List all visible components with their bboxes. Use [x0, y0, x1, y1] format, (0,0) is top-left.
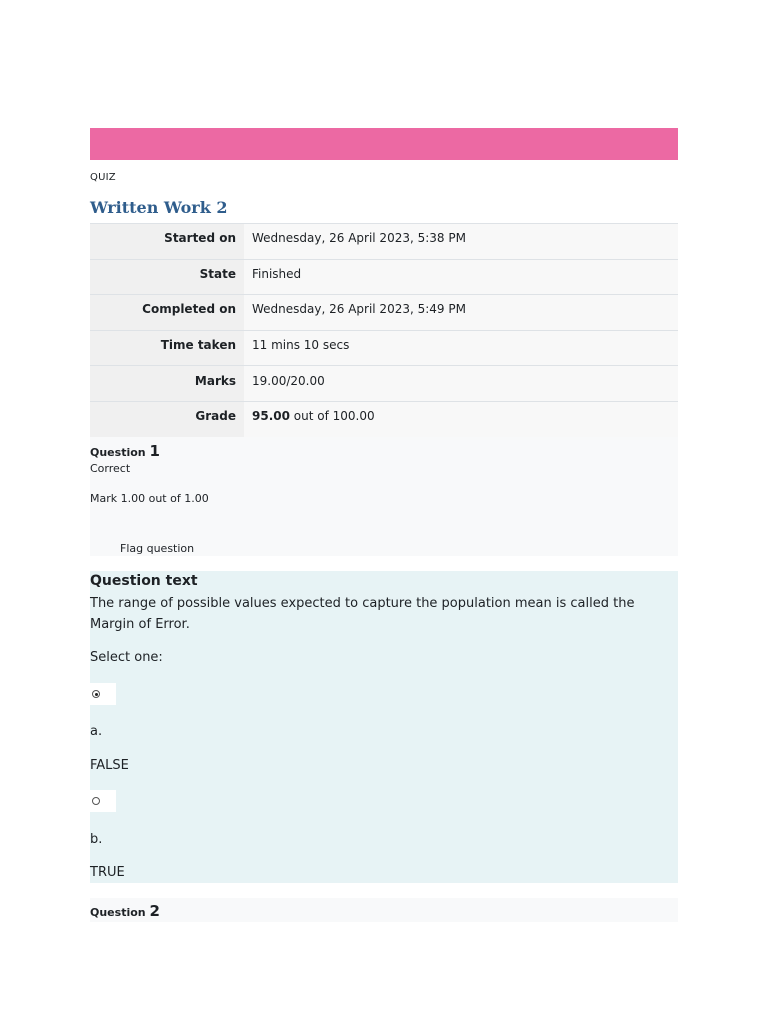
table-row [90, 330, 678, 366]
question-2-title [90, 902, 160, 920]
question-label: Question [90, 906, 150, 919]
summary-label: Time taken [90, 330, 244, 366]
question-2-info [90, 898, 678, 922]
option-b-text[interactable]: TRUE [90, 865, 125, 880]
question-1-title [90, 442, 160, 460]
radio-selected-icon [92, 690, 100, 698]
table-row [90, 295, 678, 331]
flag-question-link[interactable]: Flag question [120, 542, 195, 555]
question-1-content [90, 571, 678, 883]
question-number: 2 [149, 902, 160, 920]
summary-value: Finished [244, 259, 678, 295]
quiz-summary-table [90, 223, 678, 438]
option-b-radio[interactable] [90, 790, 116, 812]
option-a-letter: a. [90, 724, 103, 739]
question-text-heading: Question text [90, 573, 198, 589]
question-1-info [90, 437, 678, 556]
grade-out-of: out of 100.00 [289, 409, 375, 424]
table-row [90, 259, 678, 295]
summary-label: Completed on [90, 295, 244, 331]
question-number: 1 [149, 442, 160, 460]
page-title: Written Work 2 [90, 198, 228, 217]
summary-label: Started on [90, 224, 244, 260]
summary-value: 19.00/20.00 [244, 366, 678, 402]
summary-value: Wednesday, 26 April 2023, 5:38 PM [244, 224, 678, 260]
summary-label: State [90, 259, 244, 295]
radio-unselected-icon [92, 797, 100, 805]
question-grade: Mark 1.00 out of 1.00 [90, 492, 209, 505]
question-label: Question [90, 446, 150, 459]
summary-label: Marks [90, 366, 244, 402]
summary-value [244, 401, 678, 437]
summary-label: Grade [90, 401, 244, 437]
grade-score: 95.00 [252, 409, 290, 424]
header-banner [90, 128, 678, 160]
table-row [90, 224, 678, 260]
table-row [90, 366, 678, 402]
option-a-radio[interactable] [90, 683, 116, 705]
option-a-text[interactable]: FALSE [90, 758, 129, 773]
table-row [90, 401, 678, 437]
question-state: Correct [90, 462, 131, 475]
summary-value: 11 mins 10 secs [244, 330, 678, 366]
question-text: The range of possible values expected to capture the population mean is called the Margin of Error. [90, 596, 635, 632]
summary-value: Wednesday, 26 April 2023, 5:49 PM [244, 295, 678, 331]
option-b-letter: b. [90, 832, 103, 847]
breadcrumb[interactable]: QUIZ [90, 172, 116, 183]
select-one-prompt: Select one: [90, 650, 163, 665]
